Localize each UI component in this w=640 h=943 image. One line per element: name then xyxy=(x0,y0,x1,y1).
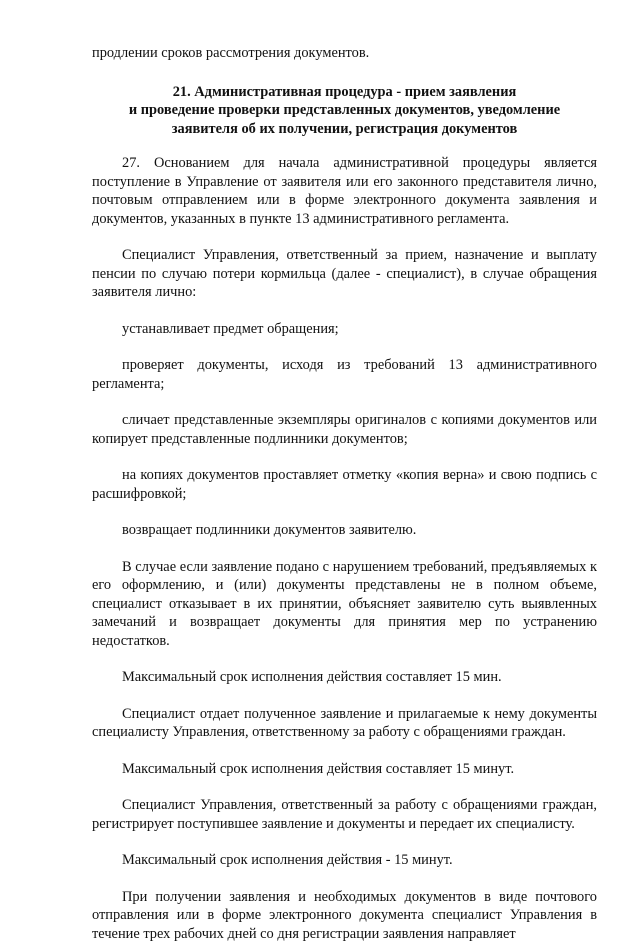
paragraph: возвращает подлинники документов заявителю. xyxy=(92,521,597,540)
paragraph: на копиях документов проставляет отметку «копия верна» и свою подпись с расшифровкой; xyxy=(92,466,597,503)
paragraph: Специалист отдает полученное заявление и прилагаемые к нему документы специалисту Управления, ответственному за работу с обращениями граждан. xyxy=(92,705,597,742)
paragraph: Максимальный срок исполнения действия составляет 15 минут. xyxy=(92,760,597,779)
heading-line: 21. Административная процедура - прием заявления xyxy=(92,83,597,102)
paragraph: При получении заявления и необходимых документов в виде почтового отправления или в форме электронного документа специалист Управления в течение трех рабочих дней со дня регистрации заявления направляет xyxy=(92,888,597,943)
paragraph: сличает представленные экземпляры оригиналов с копиями документов или копирует представленные подлинники документов; xyxy=(92,411,597,448)
paragraph: Специалист Управления, ответственный за работу с обращениями граждан, регистрирует поступившее заявление и документы и передает их специалисту. xyxy=(92,796,597,833)
section-heading xyxy=(92,83,597,139)
paragraph: проверяет документы, исходя из требований 13 административного регламента; xyxy=(92,356,597,393)
heading-line: и проведение проверки представленных документов, уведомление xyxy=(92,101,597,120)
paragraph: Максимальный срок исполнения действия составляет 15 мин. xyxy=(92,668,597,687)
heading-line: заявителя об их получении, регистрация документов xyxy=(92,120,597,139)
paragraph: 27. Основанием для начала административной процедуры является поступление в Управление от заявителя или его законного представителя лично, почтовым отправлением или в форме электронного документа заявления и документов, указанных в пункте 13 административного регламента. xyxy=(92,154,597,228)
paragraph: В случае если заявление подано с нарушением требований, предъявляемых к его оформлению, и (или) документы представлены не в полном объеме, специалист отказывает в их принятии, объясняет заявителю суть выявленных замечаний и возвращает документы для принятия мер по устранению недостатков. xyxy=(92,558,597,651)
paragraph: устанавливает предмет обращения; xyxy=(92,320,597,339)
paragraph: Специалист Управления, ответственный за прием, назначение и выплату пенсии по случаю потери кормильца (далее - специалист), в случае обращения заявителя лично: xyxy=(92,246,597,302)
continuation-text: продлении сроков рассмотрения документов. xyxy=(92,44,597,63)
paragraph: Максимальный срок исполнения действия - 15 минут. xyxy=(92,851,597,870)
